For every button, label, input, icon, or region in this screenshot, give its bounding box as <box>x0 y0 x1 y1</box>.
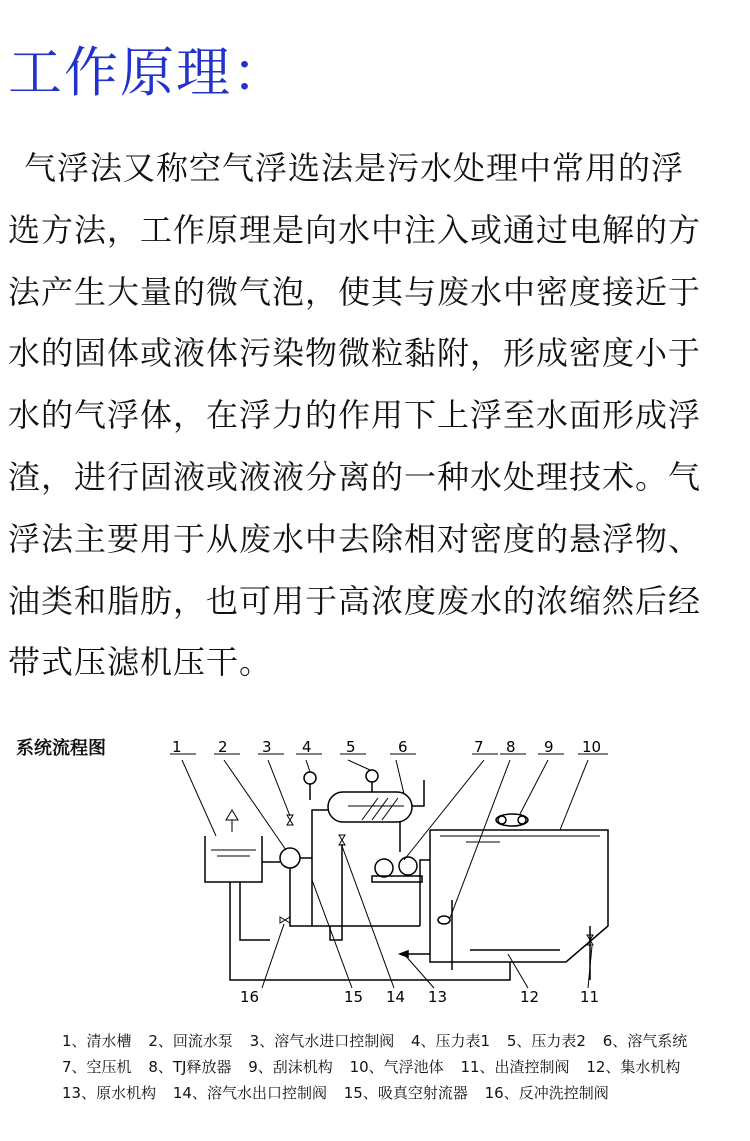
pressure-gauge-1-icon <box>304 772 316 800</box>
legend-item: 4、压力表1 <box>410 1032 491 1050</box>
callout-numbers <box>172 740 601 1006</box>
callout-4: 4 <box>302 740 312 756</box>
air-compressor <box>372 822 422 882</box>
description-paragraph <box>8 138 750 694</box>
legend-item: 7、空压机 <box>62 1058 132 1076</box>
legend-item: 8、TJ释放器 <box>148 1058 232 1076</box>
paragraph-line: 渣，进行固液或液液分离的一种水处理技术。气 <box>8 457 702 496</box>
system-flow-diagram <box>0 740 750 1020</box>
legend-item: 1、清水槽 <box>62 1032 132 1050</box>
diagram-legend <box>62 1028 699 1106</box>
legend-item: 16、反冲洗控制阀 <box>484 1084 609 1102</box>
legend-row <box>62 1080 699 1106</box>
legend-row <box>62 1054 699 1080</box>
callout-6: 6 <box>398 740 408 756</box>
release-device <box>400 900 560 970</box>
callout-9: 9 <box>544 740 554 756</box>
clean-water-tank <box>205 810 262 882</box>
callout-12: 12 <box>520 988 540 1006</box>
paragraph-line: 油类和脂肪，也可用于高浓度废水的浓缩然后经 <box>8 581 702 620</box>
paragraph-line: 水的气浮体，在浮力的作用下上浮至水面形成浮 <box>8 396 702 435</box>
callout-14: 14 <box>386 988 406 1006</box>
skimmer-mechanism <box>496 814 528 826</box>
return-water-pump <box>262 848 300 868</box>
legend-item: 9、刮沫机构 <box>248 1058 333 1076</box>
legend-item: 2、回流水泵 <box>148 1032 233 1050</box>
callout-11: 11 <box>580 988 600 1006</box>
pressure-gauge-2-icon <box>366 770 378 792</box>
callout-8: 8 <box>506 740 516 756</box>
callout-5: 5 <box>346 740 356 756</box>
callout-16: 16 <box>240 988 260 1006</box>
paragraph-line: 水的固体或液体污染物微粒黏附，形成密度小于 <box>8 334 702 373</box>
callout-7: 7 <box>474 740 484 756</box>
legend-item: 6、溶气系统 <box>602 1032 688 1050</box>
flotation-tank <box>420 830 608 962</box>
paragraph-line: 气浮法又称空气浮选法是污水处理中常用的浮 <box>24 149 685 187</box>
callout-15: 15 <box>344 988 364 1006</box>
callout-10: 10 <box>582 740 602 756</box>
legend-item: 5、压力表2 <box>506 1032 586 1050</box>
paragraph-line: 浮法主要用于从废水中去除相对密度的悬浮物、 <box>8 519 702 558</box>
callout-1: 1 <box>172 740 182 756</box>
legend-item: 12、集水机构 <box>586 1058 681 1076</box>
diagram-title: 系统流程图 <box>16 738 106 759</box>
legend-item: 11、出渣控制阀 <box>460 1058 570 1076</box>
legend-item: 15、吸真空射流器 <box>343 1084 468 1102</box>
legend-row <box>62 1028 699 1054</box>
page-title: 工作原理： <box>8 41 288 104</box>
paragraph-line: 选方法，工作原理是向水中注入或通过电解的方 <box>8 210 702 249</box>
legend-item: 3、溶气水进口控制阀 <box>249 1032 395 1050</box>
paragraph-line: 带式压滤机压干。 <box>8 643 273 682</box>
legend-item: 10、气浮池体 <box>349 1058 444 1076</box>
callout-2: 2 <box>218 740 228 756</box>
legend-item: 14、溶气水出口控制阀 <box>172 1084 327 1102</box>
callout-13: 13 <box>428 988 448 1006</box>
paragraph-line: 法产生大量的微气泡，使其与废水中密度接近于 <box>8 272 702 311</box>
legend-item: 13、原水机构 <box>62 1084 157 1102</box>
callout-3: 3 <box>262 740 272 756</box>
dissolved-air-vessel <box>328 780 424 822</box>
